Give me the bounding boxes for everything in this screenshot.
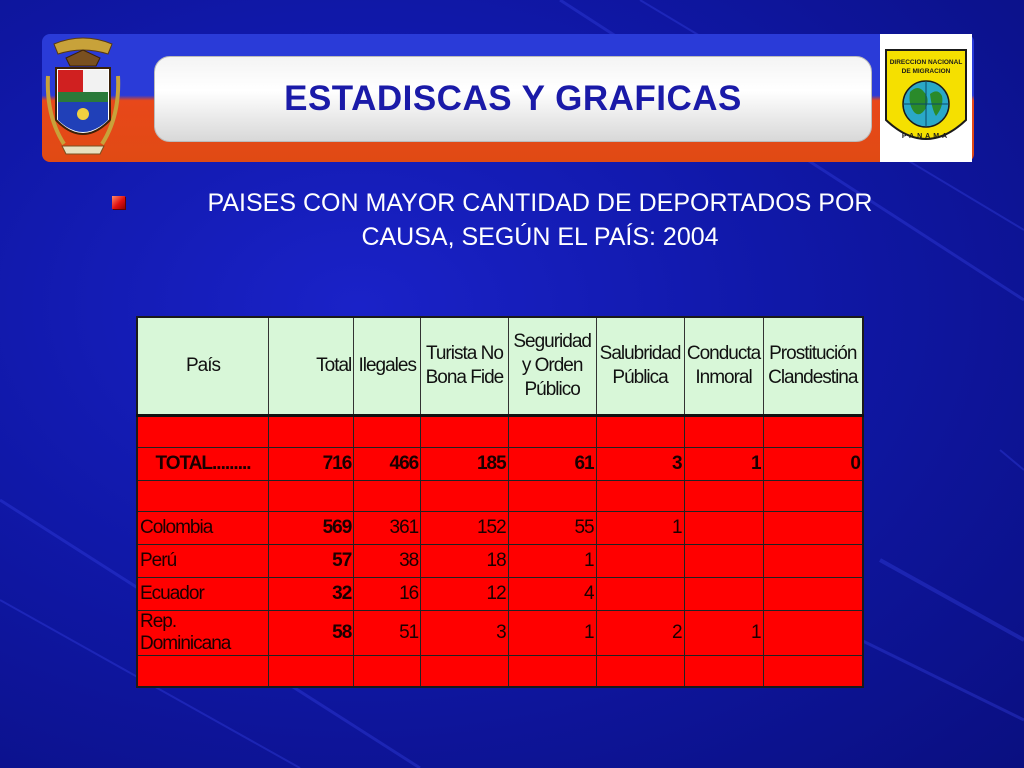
- conducta-cell: [684, 578, 763, 611]
- subtitle-line-2: CAUSA, SEGÚN EL PAÍS: 2004: [361, 223, 719, 251]
- salubridad-cell: [596, 545, 684, 578]
- page-title: ESTADISCAS Y GRAFICAS: [284, 79, 742, 118]
- table-spacer-row: [137, 416, 863, 448]
- seguridad-cell: 4: [508, 578, 596, 611]
- table-spacer-row: [137, 481, 863, 512]
- slide-subtitle: [140, 186, 940, 254]
- turista-cell: 12: [421, 578, 508, 611]
- table-row: [137, 578, 863, 611]
- header-pais: País: [137, 317, 269, 416]
- migracion-logo-lettering: [880, 34, 972, 162]
- header-conducta: Conducta Inmoral: [684, 317, 763, 416]
- table-spacer-row: [137, 656, 863, 688]
- header-turista: Turista No Bona Fide: [421, 317, 508, 416]
- conducta-cell: [684, 545, 763, 578]
- turista-cell: 18: [421, 545, 508, 578]
- country-cell: Ecuador: [137, 578, 269, 611]
- prostitucion-cell: [763, 512, 863, 545]
- conducta-cell: [684, 512, 763, 545]
- salubridad-cell: [596, 578, 684, 611]
- table-row: [137, 611, 863, 656]
- total-cell: 57: [269, 545, 354, 578]
- panama-coat-of-arms-icon: [44, 36, 122, 160]
- header-seguridad: Seguridad y Orden Público: [508, 317, 596, 416]
- country-cell: Colombia: [137, 512, 269, 545]
- total-cell: 716: [269, 448, 354, 481]
- turista-cell: 3: [421, 611, 508, 656]
- deportations-table: [136, 316, 864, 688]
- total-cell: 58: [269, 611, 354, 656]
- table-row: [137, 545, 863, 578]
- header-total: Total: [269, 317, 354, 416]
- total-label: TOTAL.........: [137, 448, 269, 481]
- subtitle-line-1: PAISES CON MAYOR CANTIDAD DE DEPORTADOS POR: [207, 189, 873, 217]
- prostitucion-cell: [763, 611, 863, 656]
- svg-text:DE MIGRACION: DE MIGRACION: [901, 68, 951, 75]
- total-salubridad-cell: 3: [596, 448, 684, 481]
- header-ilegales: Ilegales: [354, 317, 421, 416]
- svg-text:DIRECCION NACIONAL: DIRECCION NACIONAL: [889, 59, 963, 66]
- country-cell: Perú: [137, 545, 269, 578]
- prostitucion-cell: [763, 545, 863, 578]
- seguridad-cell: 1: [508, 545, 596, 578]
- total-cell: 569: [269, 512, 354, 545]
- conducta-cell: 1: [684, 611, 763, 656]
- table-header-row: [137, 317, 863, 416]
- turista-cell: 152: [421, 512, 508, 545]
- salubridad-cell: 2: [596, 611, 684, 656]
- seguridad-cell: 1: [508, 611, 596, 656]
- ilegales-cell: 38: [354, 545, 421, 578]
- header-salubridad: Salubridad Pública: [596, 317, 684, 416]
- ilegales-cell: 361: [354, 512, 421, 545]
- total-cell: 32: [269, 578, 354, 611]
- salubridad-cell: 1: [596, 512, 684, 545]
- total-seguridad-cell: 61: [508, 448, 596, 481]
- table-total-row: [137, 448, 863, 481]
- title-box: [154, 56, 872, 142]
- square-bullet-icon: [112, 196, 125, 209]
- ilegales-cell: 16: [354, 578, 421, 611]
- country-cell: Rep. Dominicana: [137, 611, 269, 656]
- total-conducta-cell: 1: [684, 448, 763, 481]
- total-ilegales-cell: 466: [354, 448, 421, 481]
- table-row: [137, 512, 863, 545]
- migracion-logo: [880, 34, 972, 162]
- total-turista-cell: 185: [421, 448, 508, 481]
- total-prostitucion-cell: 0: [763, 448, 863, 481]
- seguridad-cell: 55: [508, 512, 596, 545]
- ilegales-cell: 51: [354, 611, 421, 656]
- header-prostitucion: Prostitución Clandestina: [763, 317, 863, 416]
- svg-text:PANAMA: PANAMA: [901, 133, 951, 140]
- prostitucion-cell: [763, 578, 863, 611]
